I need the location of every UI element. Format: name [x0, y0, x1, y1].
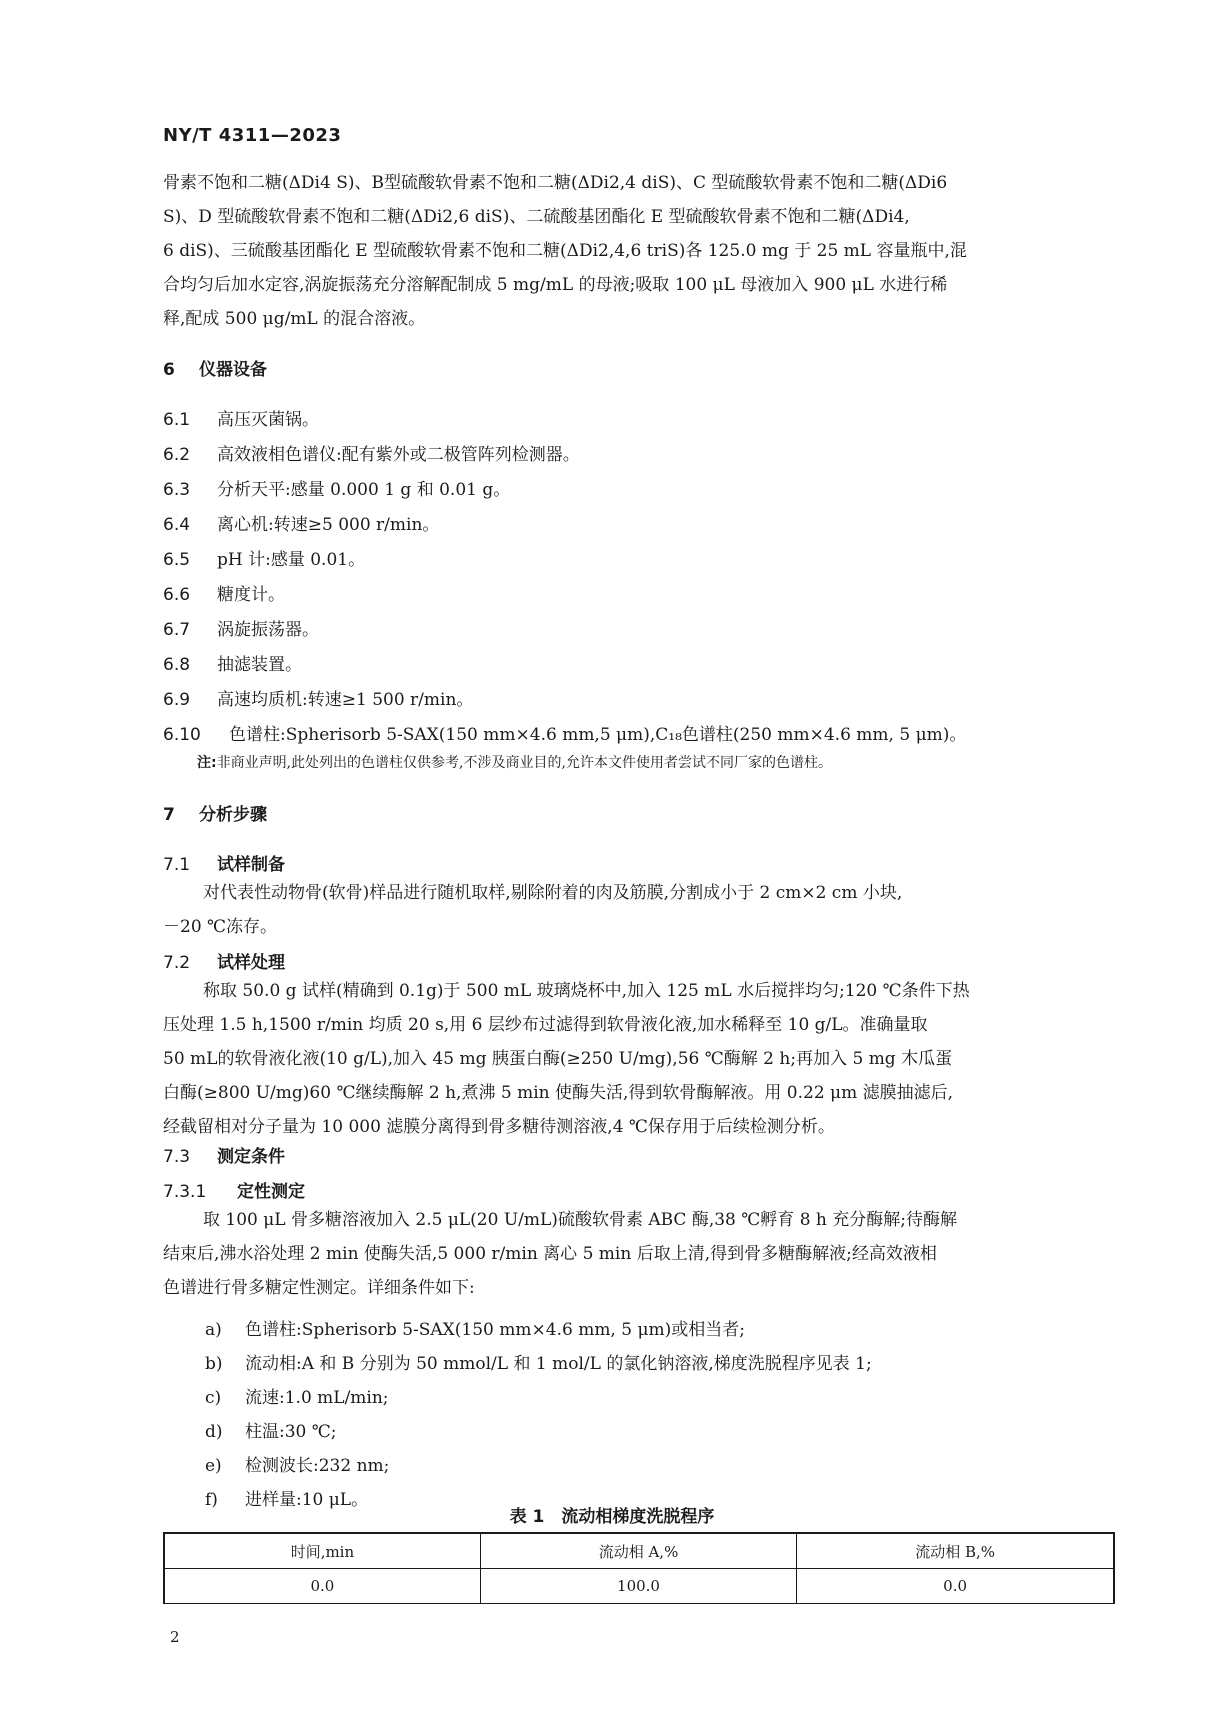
table-cell: 0.0: [797, 1569, 1114, 1604]
item-text: 糖度计。: [217, 585, 285, 605]
subsection-7-2-heading: [163, 948, 285, 973]
section-title: 仪器设备: [199, 360, 267, 380]
condition-text: 柱温:30 ℃;: [245, 1422, 337, 1442]
subsection-7-1-heading: [163, 850, 285, 875]
condition-text: 进样量:10 μL。: [245, 1490, 369, 1510]
item-text: 高压灭菌锅。: [217, 410, 319, 430]
equipment-item: [163, 475, 510, 500]
section-number: 6: [163, 360, 175, 380]
equipment-item: [163, 685, 473, 710]
item-text: 离心机:转速≥5 000 r/min。: [217, 515, 440, 535]
section-7-heading: [163, 800, 267, 825]
equipment-item: [163, 510, 439, 535]
condition-item: [205, 1349, 872, 1374]
item-number: 6.6: [163, 585, 191, 605]
page-number: 2: [170, 1628, 180, 1646]
gradient-table: [163, 1532, 1115, 1604]
item-number: 6.7: [163, 620, 191, 640]
section-6-heading: [163, 355, 267, 380]
item-text: 色谱柱:Spherisorb 5-SAX(150 mm×4.6 mm,5 μm),C₁₈色谱柱(250 mm×4.6 mm, 5 μm)。: [229, 725, 967, 745]
subsection-number: 7.1: [163, 855, 191, 875]
subsection-title: 试样处理: [217, 953, 285, 973]
text-line: 称取 50.0 g 试样(精确到 0.1g)于 500 mL 玻璃烧杯中,加入 125 mL 水后搅拌均匀;120 ℃条件下热: [203, 981, 970, 1001]
table-header-cell: 流动相 B,%: [797, 1533, 1114, 1569]
table-cell: 100.0: [480, 1569, 796, 1604]
note: [197, 752, 832, 772]
item-text: pH 计:感量 0.01。: [217, 550, 366, 570]
item-number: 6.2: [163, 445, 191, 465]
condition-label: b): [205, 1354, 223, 1374]
sample-treatment-paragraph: [163, 974, 1115, 1144]
section-title: 分析步骤: [199, 805, 267, 825]
text-line: 结束后,沸水浴处理 2 min 使酶失活,5 000 r/min 离心 5 min 后取上清,得到骨多糖酶解液;经高效液相: [163, 1244, 937, 1264]
equipment-item: [163, 545, 365, 570]
text-line: 色谱进行骨多糖定性测定。详细条件如下:: [163, 1278, 475, 1298]
subsection-7-3-1-heading: [163, 1177, 305, 1202]
text-line: 白酶(≥800 U/mg)60 ℃继续酶解 2 h,煮沸 5 min 使酶失活,得到软骨酶解液。用 0.22 μm 滤膜抽滤后,: [163, 1083, 954, 1103]
condition-text: 流动相:A 和 B 分别为 50 mmol/L 和 1 mol/L 的氯化钠溶液,梯度洗脱程序见表 1;: [245, 1354, 872, 1374]
condition-label: a): [205, 1320, 222, 1340]
equipment-item: [163, 580, 285, 605]
item-text: 抽滤装置。: [217, 655, 302, 675]
text-line: －20 ℃冻存。: [163, 917, 278, 937]
item-text: 涡旋振荡器。: [217, 620, 319, 640]
condition-item: [205, 1383, 389, 1408]
subsection-7-3-heading: [163, 1142, 285, 1167]
equipment-item: [163, 650, 302, 675]
text-line: 经截留相对分子量为 10 000 滤膜分离得到骨多糖待测溶液,4 ℃保存用于后续检测分析。: [163, 1117, 835, 1137]
table-row: [164, 1569, 1114, 1604]
condition-text: 流速:1.0 mL/min;: [245, 1388, 389, 1408]
condition-label: d): [205, 1422, 223, 1442]
intro-paragraph: [163, 166, 1115, 336]
section-number: 7: [163, 805, 175, 825]
table-cell: 0.0: [164, 1569, 480, 1604]
table-header-row: [164, 1533, 1114, 1569]
table-header-cell: 流动相 A,%: [480, 1533, 796, 1569]
condition-label: c): [205, 1388, 222, 1408]
text-line: 6 diS)、三硫酸基团酯化 E 型硫酸软骨素不饱和二糖(ΔDi2,4,6 triS)各 125.0 mg 于 25 mL 容量瓶中,混: [163, 241, 967, 261]
subsection-number: 7.3.1: [163, 1182, 207, 1202]
equipment-item: [163, 440, 580, 465]
document-code: NY/T 4311—2023: [163, 125, 342, 146]
text-line: 合均匀后加水定容,涡旋振荡充分溶解配制成 5 mg/mL 的母液;吸取 100 μL 母液加入 900 μL 水进行稀: [163, 275, 948, 295]
item-number: 6.9: [163, 690, 191, 710]
item-text: 高效液相色谱仪:配有紫外或二极管阵列检测器。: [217, 445, 580, 465]
equipment-item: [163, 615, 319, 640]
item-number: 6.3: [163, 480, 191, 500]
condition-item: [205, 1451, 389, 1476]
item-number: 6.5: [163, 550, 191, 570]
qualitative-paragraph: [163, 1203, 1115, 1305]
subsection-title: 测定条件: [217, 1147, 285, 1167]
text-line: 50 mL的软骨液化液(10 g/L),加入 45 mg 胰蛋白酶(≥250 U/mg),56 ℃酶解 2 h;再加入 5 mg 木瓜蛋: [163, 1049, 953, 1069]
text-line: 取 100 μL 骨多糖溶液加入 2.5 μL(20 U/mL)硫酸软骨素 ABC 酶,38 ℃孵育 8 h 充分酶解;待酶解: [203, 1210, 958, 1230]
text-line: 压处理 1.5 h,1500 r/min 均质 20 s,用 6 层纱布过滤得到软骨液化液,加水稀释至 10 g/L。准确量取: [163, 1015, 928, 1035]
condition-label: e): [205, 1456, 222, 1476]
condition-text: 色谱柱:Spherisorb 5-SAX(150 mm×4.6 mm, 5 μm)或相当者;: [245, 1320, 745, 1340]
note-text: 非商业声明,此处列出的色谱柱仅供参考,不涉及商业目的,允许本文件使用者尝试不同厂家的色谱柱。: [216, 755, 832, 771]
table-title: 表 1 流动相梯度洗脱程序: [509, 1507, 715, 1527]
equipment-item: [163, 405, 319, 430]
equipment-item: [163, 720, 966, 745]
item-text: 分析天平:感量 0.000 1 g 和 0.01 g。: [217, 480, 511, 500]
item-number: 6.4: [163, 515, 191, 535]
item-text: 高速均质机:转速≥1 500 r/min。: [217, 690, 474, 710]
condition-item: [205, 1417, 337, 1442]
table-header-cell: 时间,min: [164, 1533, 480, 1569]
note-label: 注:: [197, 755, 217, 771]
subsection-title: 定性测定: [237, 1182, 305, 1202]
sample-preparation-paragraph: [163, 876, 1115, 944]
item-number: 6.8: [163, 655, 191, 675]
item-number: 6.10: [163, 725, 201, 745]
subsection-number: 7.2: [163, 953, 191, 973]
text-line: 骨素不饱和二糖(ΔDi4 S)、B型硫酸软骨素不饱和二糖(ΔDi2,4 diS)、C 型硫酸软骨素不饱和二糖(ΔDi6: [163, 173, 948, 193]
text-line: 对代表性动物骨(软骨)样品进行随机取样,剔除附着的肉及筋膜,分割成小于 2 cm×2 cm 小块,: [203, 883, 903, 903]
subsection-title: 试样制备: [217, 855, 285, 875]
condition-text: 检测波长:232 nm;: [245, 1456, 390, 1476]
text-line: 释,配成 500 μg/mL 的混合溶液。: [163, 309, 426, 329]
text-line: S)、D 型硫酸软骨素不饱和二糖(ΔDi2,6 diS)、二硫酸基团酯化 E 型硫酸软骨素不饱和二糖(ΔDi4,: [163, 207, 910, 227]
item-number: 6.1: [163, 410, 191, 430]
condition-item: [205, 1315, 745, 1340]
condition-label: f): [205, 1490, 218, 1510]
subsection-number: 7.3: [163, 1147, 191, 1167]
